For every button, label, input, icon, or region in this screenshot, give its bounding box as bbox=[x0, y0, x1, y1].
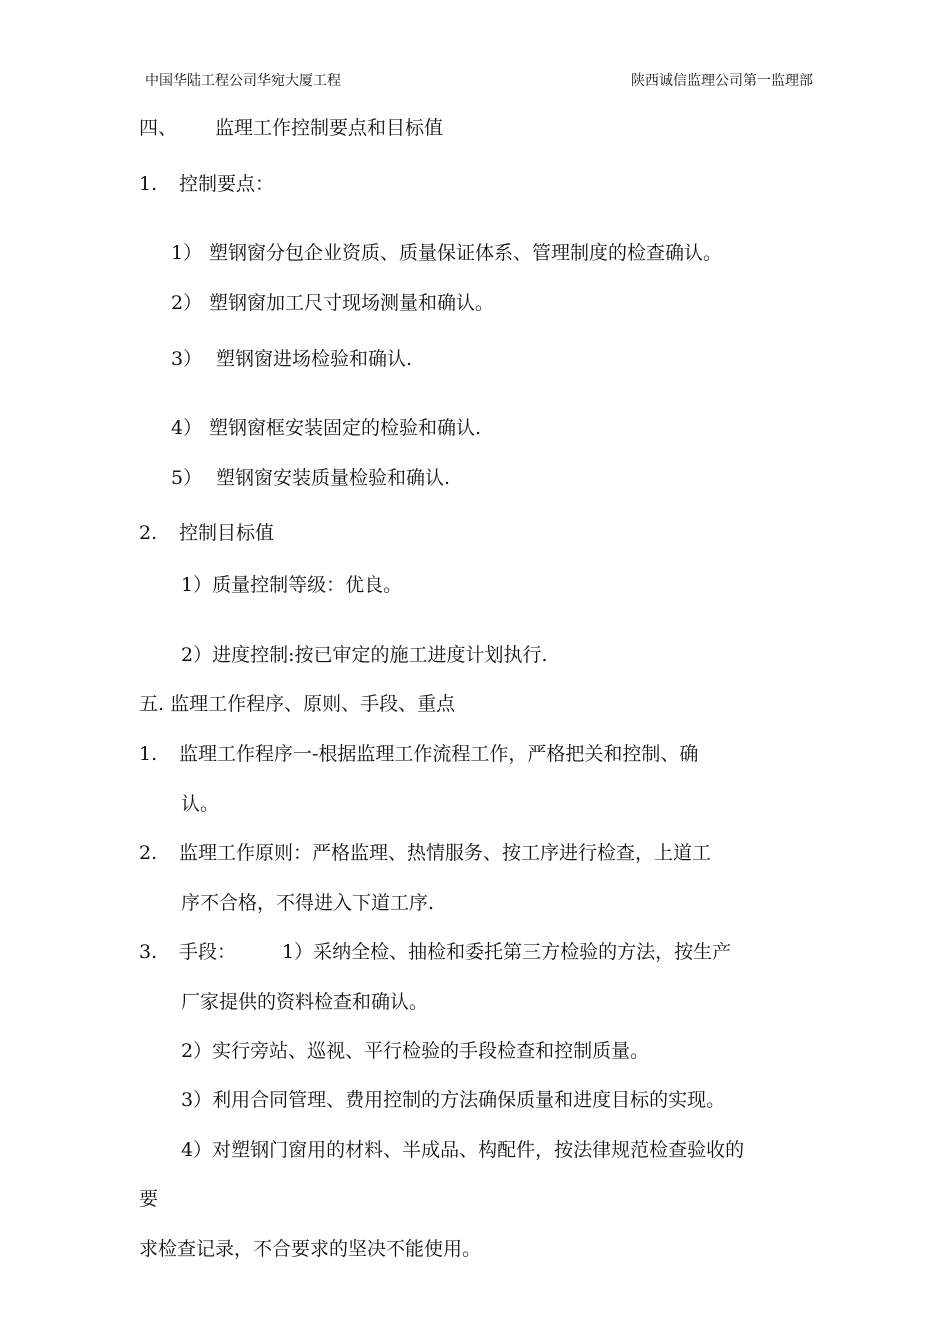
list-item bbox=[171, 288, 494, 315]
section4-heading bbox=[139, 113, 443, 140]
item-number: 2. bbox=[139, 842, 158, 864]
list-item-text: 塑钢窗分包企业资质、质量保证体系、管理制度的检查确认。 bbox=[209, 242, 723, 264]
control-points-title: 控制要点： bbox=[179, 173, 275, 195]
list-item-number: 5） bbox=[171, 467, 203, 489]
item-number: 1. bbox=[139, 743, 158, 765]
list-item-text: 塑钢窗加工尺寸现场测量和确认。 bbox=[209, 292, 495, 314]
control-targets-heading bbox=[139, 518, 274, 545]
item-text: 监理工作原则：严格监理、热情服务、按工序进行检查，上道工 bbox=[179, 842, 712, 864]
section5-item3 bbox=[139, 937, 731, 964]
section5-item1 bbox=[139, 739, 698, 766]
target-item: 1）质量控制等级：优良。 bbox=[181, 574, 403, 596]
list-item-text: 塑钢窗框安装固定的检验和确认. bbox=[209, 417, 482, 439]
means-item: 2）实行旁站、巡视、平行检验的手段检查和控制质量。 bbox=[181, 1040, 650, 1062]
section4-number: 四、 bbox=[139, 117, 178, 139]
list-item bbox=[171, 413, 481, 440]
list-item-number: 1） bbox=[171, 242, 203, 264]
list-item bbox=[171, 238, 722, 265]
means-item: 4）对塑钢门窗用的材料、半成品、构配件，按法律规范检查验收的 bbox=[181, 1139, 745, 1161]
item-text: 1）采纳全检、抽检和委托第三方检验的方法，按生产 bbox=[282, 941, 732, 963]
section5-item3-cont: 厂家提供的资料检查和确认。 bbox=[181, 991, 429, 1013]
section5-item2 bbox=[139, 838, 711, 865]
list-item-number: 2） bbox=[171, 292, 203, 314]
control-points-number: 1. bbox=[139, 173, 158, 195]
list-item bbox=[171, 463, 450, 490]
target-item: 2）进度控制:按已审定的施工进度计划执行. bbox=[181, 644, 548, 666]
list-item bbox=[171, 344, 412, 371]
means-item: 3）利用合同管理、费用控制的方法确保质量和进度目标的实现。 bbox=[181, 1089, 726, 1111]
section5-heading: 五. 监理工作程序、原则、手段、重点 bbox=[139, 693, 456, 715]
means-item-cont: 要 bbox=[139, 1188, 159, 1210]
list-item-text: 塑钢窗进场检验和确认. bbox=[216, 348, 413, 370]
means-item-cont: 求检查记录，不合要求的坚决不能使用。 bbox=[139, 1238, 482, 1260]
control-targets-number: 2. bbox=[139, 522, 158, 544]
item-number: 3. bbox=[139, 941, 158, 963]
section5-item1-cont: 认。 bbox=[181, 793, 220, 815]
list-item-number: 3） bbox=[171, 348, 203, 370]
control-targets-title: 控制目标值 bbox=[179, 522, 275, 544]
item-text: 监理工作程序一-根据监理工作流程工作，严格把关和控制、确 bbox=[179, 743, 699, 765]
list-item-number: 4） bbox=[171, 417, 203, 439]
header-left: 中国华陆工程公司华宛大厦工程 bbox=[145, 73, 341, 89]
item-label: 手段： bbox=[179, 941, 237, 963]
section4-title: 监理工作控制要点和目标值 bbox=[215, 117, 444, 139]
control-points-heading bbox=[139, 169, 274, 196]
header-right: 陕西诚信监理公司第一监理部 bbox=[631, 73, 813, 89]
list-item-text: 塑钢窗安装质量检验和确认. bbox=[216, 467, 451, 489]
section5-item2-cont: 序不合格，不得进入下道工序. bbox=[181, 892, 435, 914]
